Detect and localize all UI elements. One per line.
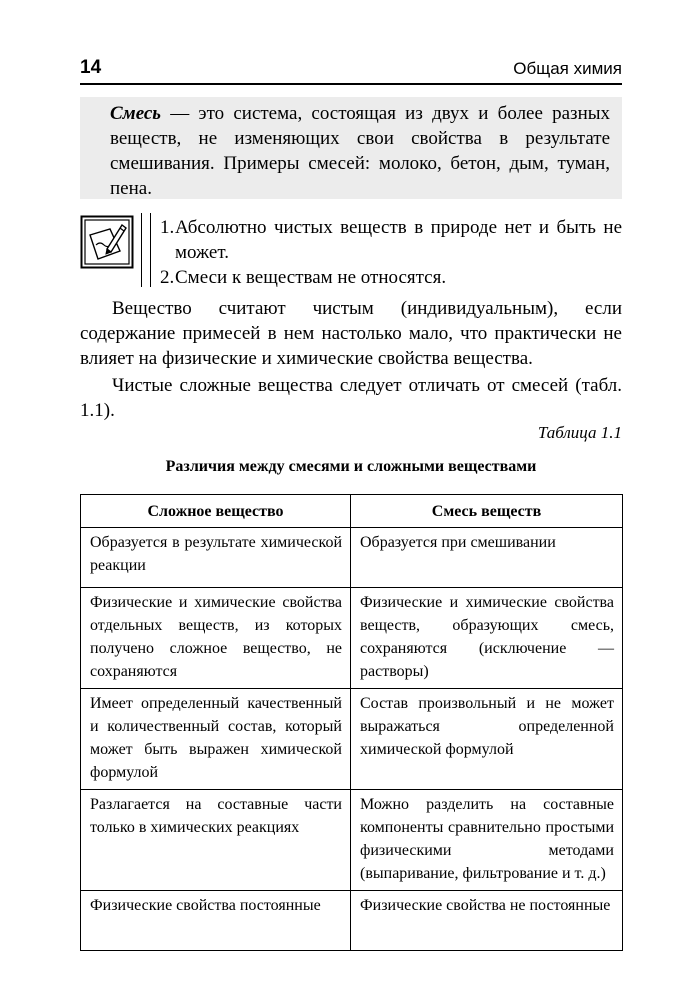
comparison-table [80, 494, 623, 951]
definition-box [80, 97, 622, 199]
running-title: Общая химия [513, 59, 622, 78]
table-row [81, 790, 623, 891]
definition-text: — это система, состоящая из двух и более разных веществ, не изменяющих свои свойства в результате смешивания. Примеры смесей: молоко, бетон, дым, туман, пена. [110, 103, 610, 199]
note-item-text: Абсолютно чистых веществ в природе нет и быть не может. [175, 217, 622, 263]
table-cell: Физические и химические свойства веществ, образующих смесь, сохраняются (исключение — растворы) [351, 588, 623, 689]
table-row [81, 891, 623, 951]
note-item [160, 215, 622, 265]
table-cell: Можно разделить на составные компоненты сравнительно простыми физическими методами (выпаривание, фильтрование и т. д.) [351, 790, 623, 891]
page-header [80, 55, 622, 85]
table-cell: Физические свойства не постоянные [351, 891, 623, 951]
table-cell: Имеет определенный качественный и количественный состав, который может быть выражен химической формулой [81, 689, 351, 790]
column-header: Сложное вещество [81, 495, 351, 528]
table-cell: Разлагается на составные части только в химических реакциях [81, 790, 351, 891]
table-header-row [81, 495, 623, 528]
table-cell: Физические и химические свойства отдельных веществ, из которых получено сложное вещество, не сохраняются [81, 588, 351, 689]
definition-term: Смесь [110, 103, 161, 124]
body-paragraph: Чистые сложные вещества следует отличать от смесей (табл. 1.1). [80, 375, 622, 421]
table-cell: Физические свойства постоянные [81, 891, 351, 951]
note-list [160, 215, 622, 290]
note-item-number: 1. [160, 217, 175, 238]
body-paragraph: Вещество считают чистым (индивидуальным), если содержание примесей в нем настолько мало, что практически не влияет на физические и химические свойства вещества. [80, 298, 622, 369]
column-header: Смесь веществ [351, 495, 623, 528]
note-item [160, 265, 622, 290]
pencil-writing-icon [80, 215, 134, 269]
table-cell: Состав произвольный и не может выражаться определенной химической формулой [351, 689, 623, 790]
table-cell: Образуется при смешивании [351, 528, 623, 588]
note-item-text: Смеси к веществам не относятся. [175, 267, 447, 288]
page-number: 14 [80, 57, 102, 78]
table-row [81, 528, 623, 588]
table-cell: Образуется в результате химической реакции [81, 528, 351, 588]
table-row [81, 588, 623, 689]
table-title: Различия между смесями и сложными веществами [165, 458, 537, 475]
note-margin-bars [141, 213, 151, 287]
table-caption: Таблица 1.1 [537, 423, 622, 442]
note-item-number: 2. [160, 267, 175, 288]
table-row [81, 689, 623, 790]
